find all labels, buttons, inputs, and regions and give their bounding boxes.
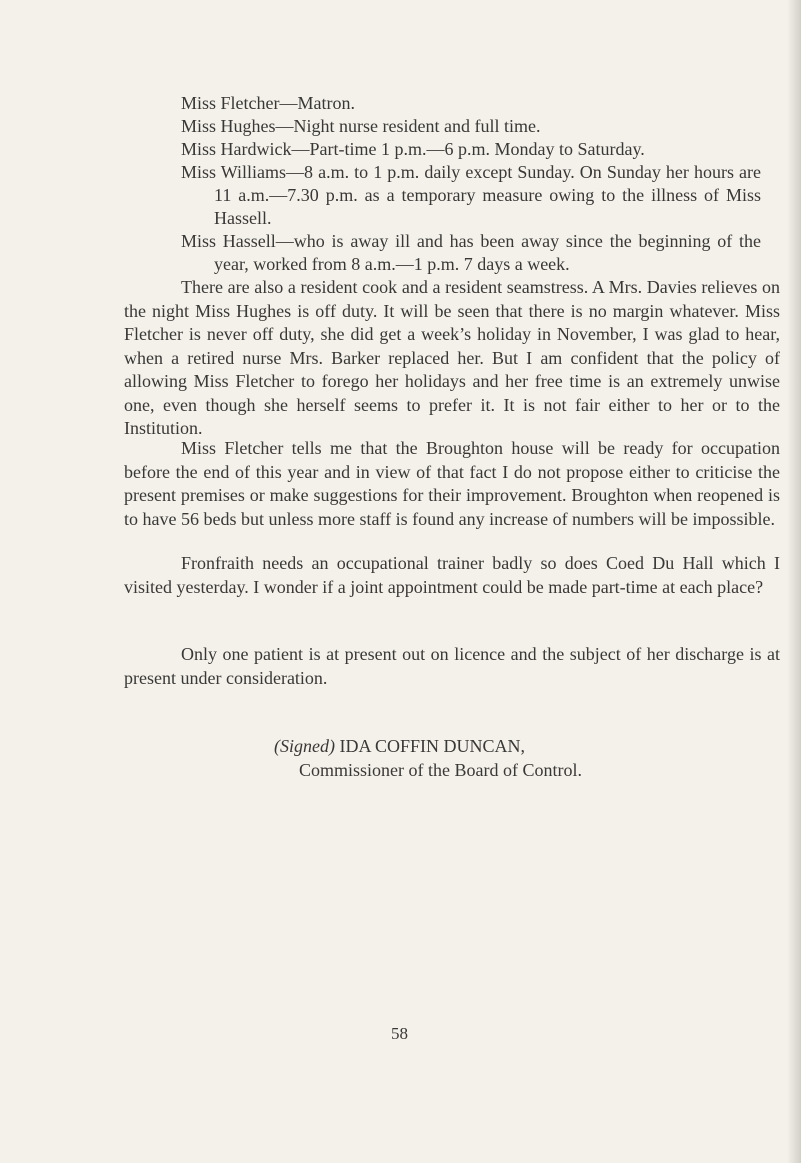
staff-entry-fletcher: Miss Fletcher—Matron. [181, 93, 355, 113]
paragraph-licence-text: Only one patient is at present out on licence and the subject of her discharge is at present under consideration. [124, 644, 780, 688]
staff-entry-hughes: Miss Hughes—Night nurse resident and full time. [181, 116, 541, 136]
page-edge-shadow [787, 0, 801, 1163]
staff-entry-williams: Miss Williams—8 a.m. to 1 p.m. daily except Sunday. On Sunday her hours are 11 a.m.—7.30 p.m. as a temporary measure owing to the illness of Miss Hassell. [181, 162, 761, 228]
signature-line-1 [274, 734, 582, 758]
paragraph-staffing-text: There are also a resident cook and a resident seamstress. A Mrs. Davies relieves on the night Miss Hughes is off duty. It will be seen that there is no margin whatever. Miss Fletcher is never off duty, she did get a week’s holiday in November, I was glad to hear, when a retired nurse Mrs. Barker replaced her. But I am confident that the policy of allowing Miss Fletcher to forego her holidays and her free time is an extremely unwise one, even though she herself seems to prefer it. It is not fair either to her or to the Institution. [124, 277, 780, 438]
staff-entry-hardwick: Miss Hardwick—Part-time 1 p.m.—6 p.m. Monday to Saturday. [181, 139, 645, 159]
signed-label: (Signed) [274, 736, 335, 756]
signatory-name: IDA COFFIN DUNCAN, [339, 736, 526, 756]
paragraph-licence [124, 643, 780, 690]
paragraph-staffing [124, 276, 780, 441]
paragraph-broughton-text: Miss Fletcher tells me that the Broughton house will be ready for occupation before the end of this year and in view of that fact I do not propose either to criticise the present premises or make suggestions for their improvement. Broughton when reopened is to have 56 beds but unless more staff is found any increase of numbers will be impossible. [124, 438, 780, 529]
paragraph-broughton [124, 437, 780, 531]
paragraph-occupational-trainer [124, 552, 780, 599]
page-number: 58 [391, 1024, 408, 1043]
paragraph-occupational-trainer-text: Fronfraith needs an occupational trainer badly so does Coed Du Hall which I visited yesterday. I wonder if a joint appointment could be made part-time at each place? [124, 553, 780, 597]
staff-entry-hassell: Miss Hassell—who is away ill and has been away since the beginning of the year, worked from 8 a.m.—1 p.m. 7 days a week. [181, 231, 761, 274]
staff-list [181, 92, 761, 276]
signatory-title: Commissioner of the Board of Control. [299, 760, 582, 780]
signature-block [274, 734, 582, 782]
